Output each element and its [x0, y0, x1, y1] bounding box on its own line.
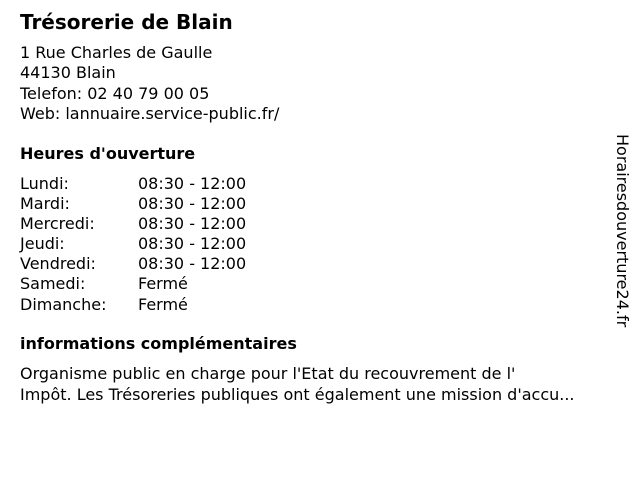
hours-row-tuesday: [20, 194, 246, 214]
hours-value: 08:30 - 12:00: [138, 174, 247, 193]
hours-row-thursday: [20, 234, 246, 254]
hours-value: 08:30 - 12:00: [138, 194, 247, 214]
website: Web: lannuaire.service-public.fr/: [20, 103, 280, 123]
hours-value: Fermé: [138, 274, 188, 294]
hours-heading: Heures d'ouverture: [20, 144, 196, 163]
address-block: [20, 43, 279, 124]
street-address: 1 Rue Charles de Gaulle: [20, 43, 213, 62]
info-description: [20, 364, 626, 405]
day-label: Samedi:: [20, 274, 86, 294]
city-postcode: 44130 Blain: [20, 63, 116, 83]
hours-value: 08:30 - 12:00: [138, 214, 247, 234]
day-label: Lundi:: [20, 174, 69, 193]
hours-row-saturday: [20, 274, 246, 294]
hours-row-friday: [20, 254, 246, 274]
day-label: Mercredi:: [20, 214, 95, 234]
hours-value: Fermé: [138, 294, 188, 314]
page-title: Trésorerie de Blain: [20, 10, 233, 34]
hours-value: 08:30 - 12:00: [138, 254, 247, 274]
hours-row-wednesday: [20, 214, 246, 234]
info-heading: informations complémentaires: [20, 334, 297, 353]
info-line: Impôt. Les Trésoreries publiques ont également une mission d'accu...: [20, 384, 575, 404]
hours-row-sunday: [20, 295, 246, 315]
day-label: Vendredi:: [20, 254, 96, 274]
info-line: Organisme public en charge pour l'Etat du recouvrement de l': [20, 364, 516, 383]
hours-value: 08:30 - 12:00: [138, 234, 247, 254]
day-label: Jeudi:: [20, 234, 65, 254]
day-label: Mardi:: [20, 194, 70, 214]
opening-hours-list: [20, 174, 246, 315]
site-watermark: Horairesdouverture24.fr: [613, 134, 632, 328]
hours-row-monday: [20, 174, 246, 194]
phone-number: Telefon: 02 40 79 00 05: [20, 83, 210, 103]
day-label: Dimanche:: [20, 294, 107, 314]
